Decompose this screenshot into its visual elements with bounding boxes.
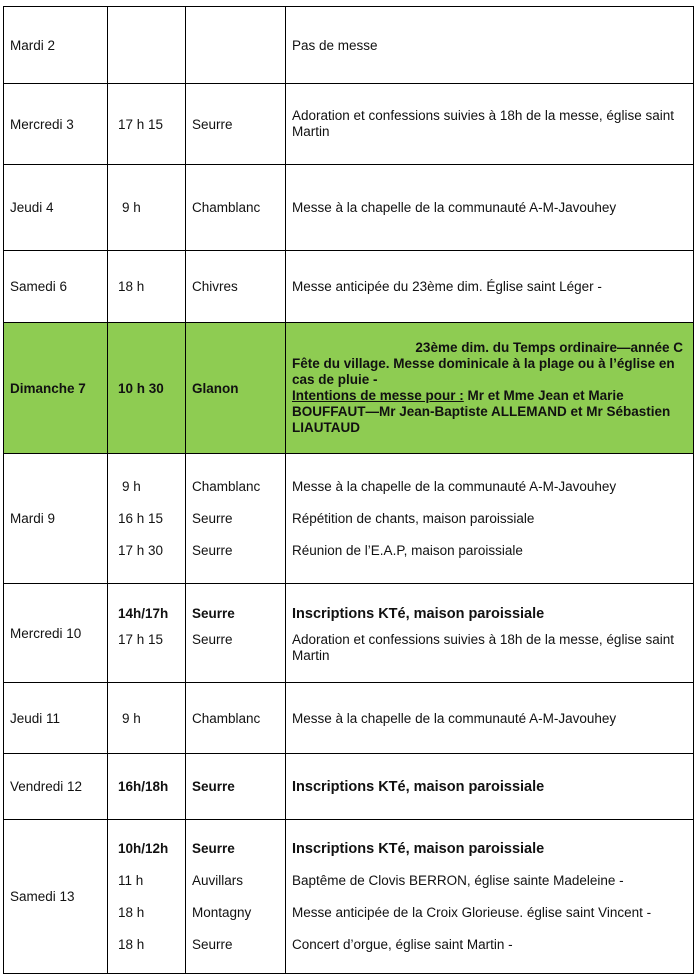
- description-cell: [286, 683, 694, 754]
- description-cell: [286, 584, 694, 683]
- day-cell: [4, 820, 108, 974]
- place-label: Seurre: [192, 606, 235, 621]
- place-label: Glanon: [192, 380, 239, 396]
- description-text: Pas de messe: [292, 37, 378, 53]
- day-label: Dimanche 7: [10, 380, 86, 396]
- place-label: Chamblanc: [192, 478, 261, 494]
- mass-intentions: [292, 388, 687, 436]
- place-label: Seurre: [192, 632, 233, 647]
- place-cell: [186, 323, 286, 454]
- time-cell: [108, 683, 186, 754]
- intentions-label: Intentions de messe pour :: [292, 388, 464, 403]
- place-cell: [186, 7, 286, 84]
- place-label: Auvillars: [192, 872, 244, 888]
- time-cell: [108, 165, 186, 251]
- time-label: 18 h: [118, 936, 145, 952]
- day-label: Mercredi 3: [10, 116, 74, 132]
- description-text: Inscriptions KTé, maison paroissiale: [292, 778, 545, 795]
- time-label: 11 h: [118, 872, 144, 888]
- description-text: Réunion de l’E.A.P, maison paroissiale: [292, 542, 523, 558]
- time-label: 10 h 30: [118, 380, 164, 396]
- time-label: 17 h 15: [118, 632, 164, 647]
- description-cell: [286, 454, 694, 584]
- place-label: Seurre: [192, 840, 235, 856]
- day-cell: [4, 754, 108, 820]
- description-text: Messe à la chapelle de la communauté A-M-Javouhey: [292, 478, 617, 494]
- table-row: [4, 584, 694, 683]
- day-label: Vendredi 12: [10, 779, 83, 794]
- place-cell: [186, 454, 286, 584]
- time-cell: [108, 323, 186, 454]
- table-row: [4, 84, 694, 165]
- place-label: Seurre: [192, 779, 235, 794]
- place-cell: [186, 251, 286, 323]
- time-cell: [108, 7, 186, 84]
- day-cell: [4, 683, 108, 754]
- day-label: Samedi 13: [10, 889, 75, 904]
- place-label: Montagny: [192, 904, 252, 920]
- table-row: [4, 754, 694, 820]
- time-label: 18 h: [118, 279, 145, 294]
- place-label: Chivres: [192, 279, 238, 294]
- place-cell: [186, 584, 286, 683]
- event-description: Fête du village. Messe dominicale à la plage ou à l’église en cas de pluie -: [292, 356, 675, 387]
- table-row: [4, 165, 694, 251]
- table-row-highlighted: [4, 323, 694, 454]
- description-text: Messe anticipée du 23ème dim. Église saint Léger -: [292, 279, 602, 294]
- table-row: [4, 454, 694, 584]
- description-text: Messe à la chapelle de la communauté A-M-Javouhey: [292, 200, 617, 215]
- description-cell: [286, 754, 694, 820]
- time-label: 17 h 30: [118, 542, 164, 558]
- table-row: [4, 251, 694, 323]
- time-label: [114, 38, 118, 53]
- time-label: 9 h: [122, 478, 141, 494]
- day-cell: [4, 454, 108, 584]
- time-cell: [108, 251, 186, 323]
- description-text: Messe anticipée de la Croix Glorieuse. église saint Vincent -: [292, 904, 652, 920]
- time-cell: [108, 584, 186, 683]
- place-cell: [186, 683, 286, 754]
- time-label: 10h/12h: [118, 840, 169, 856]
- table-row: [4, 7, 694, 84]
- description-text: Inscriptions KTé, maison paroissiale: [292, 606, 545, 622]
- time-cell: [108, 820, 186, 974]
- description-text: Concert d’orgue, église saint Martin -: [292, 936, 513, 952]
- time-label: 18 h: [118, 904, 145, 920]
- place-label: Seurre: [192, 510, 233, 526]
- place-label: Seurre: [192, 116, 233, 132]
- liturgy-title: 23ème dim. du Temps ordinaire—année C: [415, 340, 683, 355]
- time-label: 14h/17h: [118, 606, 169, 621]
- place-cell: [186, 84, 286, 165]
- day-label: Mardi 2: [10, 37, 56, 53]
- description-text: Adoration et confessions suivies à 18h de la messe, église saint Martin: [292, 632, 674, 663]
- description-text: Baptême de Clovis BERRON, église sainte Madeleine -: [292, 872, 624, 888]
- description-cell: [286, 323, 694, 454]
- day-cell: [4, 251, 108, 323]
- description-cell: [286, 84, 694, 165]
- day-label: Jeudi 4: [10, 200, 54, 215]
- description-text: Messe à la chapelle de la communauté A-M-Javouhey: [292, 710, 617, 726]
- day-label: Jeudi 11: [10, 710, 61, 726]
- time-label: 17 h 15: [118, 116, 164, 132]
- time-label: 16h/18h: [118, 779, 169, 794]
- place-cell: [186, 165, 286, 251]
- schedule-table: [3, 6, 694, 974]
- place-label: Seurre: [192, 542, 233, 558]
- day-cell: [4, 7, 108, 84]
- table-row: [4, 820, 694, 974]
- description-text: Inscriptions KTé, maison paroissiale: [292, 840, 545, 857]
- description-cell: [286, 7, 694, 84]
- description-cell: [286, 165, 694, 251]
- day-cell: [4, 584, 108, 683]
- day-cell: [4, 323, 108, 454]
- time-label: 9 h: [122, 710, 141, 726]
- day-label: Samedi 6: [10, 279, 68, 294]
- intentions-text: Mr et Mme Jean et Marie BOUFFAUT—Mr Jean-Baptiste ALLEMAND et Mr Sébastien LIAUTAUD: [292, 388, 671, 435]
- place-label: Chamblanc: [192, 200, 261, 215]
- place-label: Chamblanc: [192, 710, 261, 726]
- description-text: Adoration et confessions suivies à 18h de la messe, église saint Martin: [292, 108, 674, 139]
- description-cell: [286, 820, 694, 974]
- time-cell: [108, 454, 186, 584]
- place-cell: [186, 754, 286, 820]
- time-cell: [108, 754, 186, 820]
- place-cell: [186, 820, 286, 974]
- place-label: Seurre: [192, 936, 233, 952]
- time-cell: [108, 84, 186, 165]
- day-cell: [4, 165, 108, 251]
- day-label: Mardi 9: [10, 511, 56, 526]
- description-text: Répétition de chants, maison paroissiale: [292, 510, 535, 526]
- day-cell: [4, 84, 108, 165]
- description-cell: [286, 251, 694, 323]
- table-row: [4, 683, 694, 754]
- day-label: Mercredi 10: [10, 625, 82, 641]
- time-label: 9 h: [122, 200, 141, 215]
- time-label: 16 h 15: [118, 510, 164, 526]
